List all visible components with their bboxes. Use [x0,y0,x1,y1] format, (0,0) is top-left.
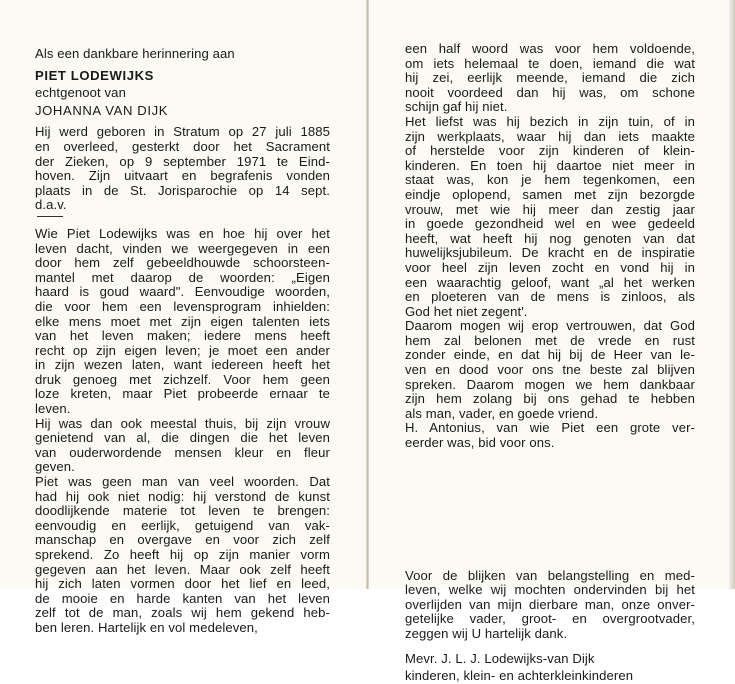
separator-rule [37,216,63,217]
body-line: om iets helemaal te doen, iemand die wat [405,56,695,71]
body-line: haard is goud waard". Eenvoudige woorden, [35,285,330,300]
deceased-name: PIET LODEWIJKS [35,67,154,83]
body-line: vrouw, met wie hij meer dan zestig jaar [405,202,695,217]
body-line: had hij ook niet nodig: hij verstond de kunst [35,489,330,504]
body-line: ben leren. Hartelijk en vol medeleven, [35,619,258,635]
bio-line: hoven. Zijn uitvaart en begrafenis vonden [35,169,330,184]
body-line: Wie Piet Lodewijks was en hoe hij over het [35,226,330,241]
card-edge-shadow [729,0,735,589]
body-line: mantel met daarop de woorden: „Eigen [35,270,330,285]
body-line: eenvoudig en eerlijk, getuigend van vak- [35,518,330,533]
thanks-line: Voor de blijken van belangstelling en med- [405,568,695,583]
body-line: recht op zijn eigen leven; je moet een ander [35,343,330,358]
body-line: hem zal belonen met de vrede en rust [405,333,695,348]
body-line: manschap en overgave en voor zich zelf [35,533,330,548]
body-line: geven. [35,459,75,475]
body-paragraph [35,227,330,636]
body-line: Daarom mogen wij erop vertrouwen, dat God [405,319,695,334]
thanks-line: getelijke vader, groot- en overgrootvader, [405,612,695,627]
body-line: in goede gezondheid wel en wee gedeeld [405,217,695,232]
body-line: of herstelde voor zijn kinderen of klein- [405,144,695,159]
body-line: kinderen. En toen hij daartoe niet meer in [405,158,695,173]
body-line: gegeven aan het leven. Maar ook zelf heeft [35,562,330,577]
relation-line: echtgenoot van [35,85,126,101]
body-line: Hij was dan ook meestal thuis, bij zijn vrouw [35,416,330,431]
body-line: heeft, wat heeft hij nog genoten van dat [405,231,695,246]
body-line: huwelijksjubileum. De kracht en de inspiratie [405,246,695,261]
body-line: staat was, kon je hem tegenkomen, een [405,173,695,188]
bio-line: en overleed, gesterkt door het Sacrament [35,139,330,154]
spouse-name: JOHANNA VAN DIJK [35,102,169,118]
intro-line: Als een dankbare herinnering aan [35,46,235,61]
body-line: druk genoeg met zichzelf. Voor hem geen [35,372,330,387]
body-line: sprekend. Zo heeft hij op zijn manier vorm [35,548,330,562]
thanks-line: leven, welke wij mochten ondervinden bij het [405,583,695,598]
body-line: die voor hem een levensprogram inhielden: [35,299,330,314]
body-line: spreken. Daarom mogen we hem dankbaar [405,377,695,392]
body-line: loze kreten, maar Piet probeerde ernaar te [35,387,330,402]
body-line: God het niet zegent'. [405,303,528,319]
body-line: genietend van al, die dingen die het leven [35,431,330,446]
body-line: van ouderwordende mensen kleur en fleur [35,445,330,460]
family-line: kinderen, klein- en achterkleinkinderen [405,668,634,684]
body-line: leven. [35,401,71,417]
body-line: Het liefst was hij bezich in zijn tuin, of in [405,114,695,129]
thanks-line: zeggen wij U hartelijk dank. [405,626,568,641]
bio-line: Hij werd geboren in Stratum op 27 juli 1885 [35,125,330,140]
body-line: ven en dood voor ons tne beste zal blijven [405,363,695,378]
body-line: een waarachtig geloof, want „al het werken [405,275,695,290]
body-line: doodlijkende materie tot leven te brengen: [35,504,330,519]
body-line: in zijn wezen laten, want iedereen heeft het [35,358,330,373]
body-line: en ploeteren van de mens is zinloos, als [405,290,695,305]
continued-paragraph [405,42,695,451]
body-line: hij zei, eerlijk meende, iemand die zich [405,71,695,86]
body-line: leven dacht, vinden we weergegeven in een [35,241,330,256]
left-page-text [35,47,330,636]
body-line: elke mens moet met zijn eigen talenten iets [35,314,330,329]
body-line: voor heel zijn leven zocht en vond hij in [405,260,695,275]
body-line: zelf tot de man, zoals wij hem gekend heb- [35,606,330,621]
body-line: Piet was geen man van veel woorden. Dat [35,475,330,490]
body-line: als man, vader, en goede vriend. [405,405,599,421]
body-line: een half woord was voor hem voldoende, [405,42,695,56]
thanks-line: overlijden van mijn dierbare man, onze onver- [405,597,695,612]
body-line: hij zich laten vormen door het lief en leed, [35,577,330,592]
body-line: schijn gaf hij niet. [405,99,508,115]
bio-line: plaats in de St. Jorisparochie op 14 sept. [35,183,330,198]
bio-line: der Zieken, op 9 september 1971 te Eind- [35,154,330,169]
body-line: nooit voordeed dan hij was, om schone [405,85,695,100]
bio-paragraph [35,125,330,213]
body-line: zonder einde, en dat hij bij de Heer van le- [405,348,695,363]
body-line: door hem zelf gebeeldhouwde schoorsteen- [35,256,330,271]
card-fold [366,0,369,589]
body-line: van het leven maken; iedere mens heeft [35,329,330,344]
body-line: zijn werkplaats, waar hij dan iets maakte [405,129,695,144]
body-line: de mooie en harde kanten van het leven [35,591,330,606]
bio-line: d.a.v. [35,197,67,213]
thanks-paragraph [405,569,695,642]
body-line: eindje oplopend, samen met zijn bezorgde [405,187,695,202]
body-line: H. Antonius, van wie Piet een grote ver- [405,421,695,436]
body-line: zijn hem zolang bij ons gehad te hebben [405,392,695,407]
right-page-text [405,42,695,684]
body-line: eerder was, bid voor ons. [405,435,555,451]
signature-line: Mevr. J. L. J. Lodewijks-van Dijk [405,650,595,666]
